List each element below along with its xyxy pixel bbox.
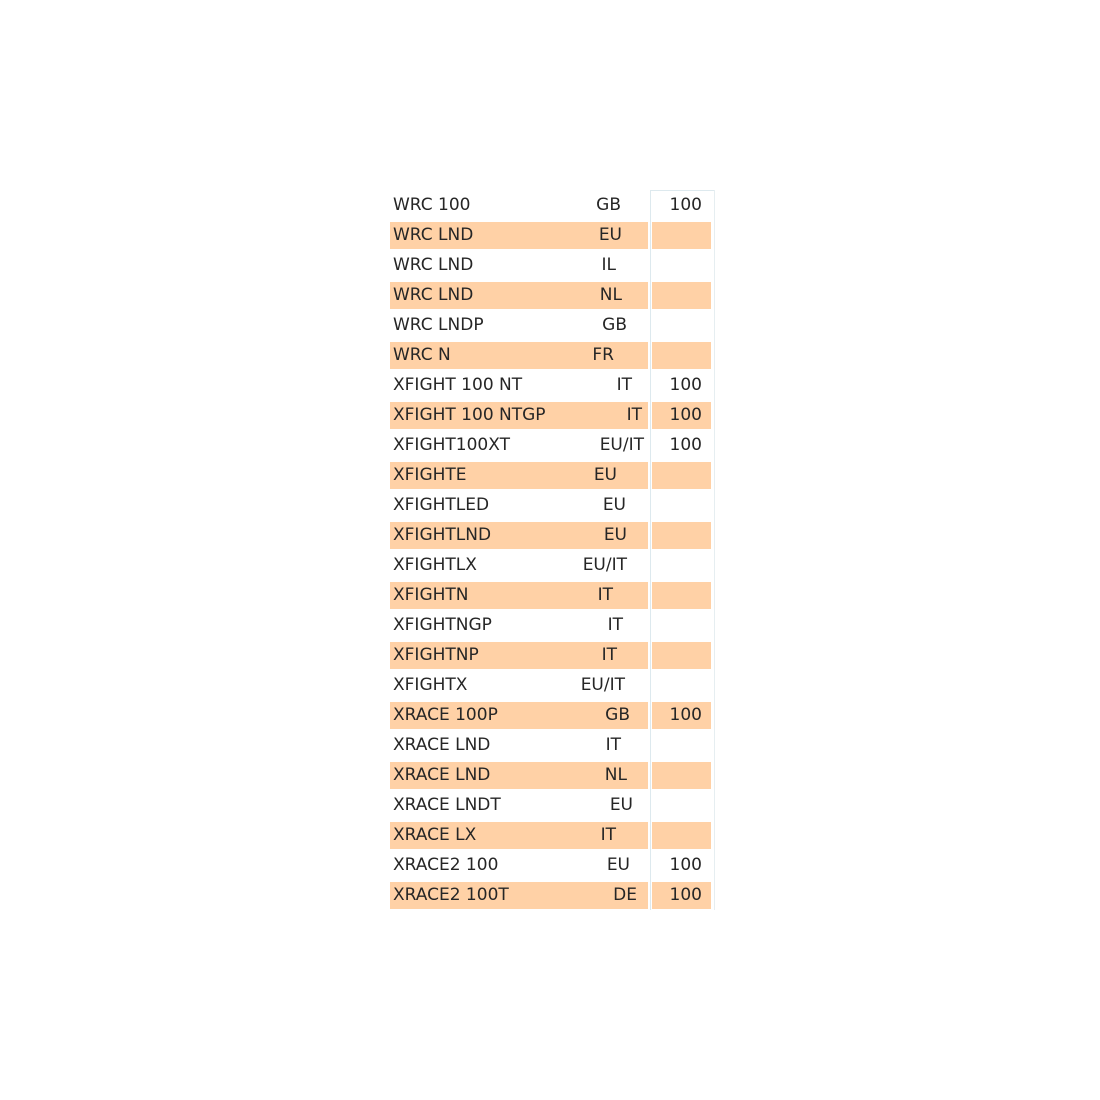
- cell-product-name[interactable]: XFIGHT 100 NT: [393, 375, 523, 395]
- table-row: [389, 790, 715, 820]
- table-row: [389, 250, 715, 280]
- cell-country[interactable]: EU/IT: [599, 435, 644, 455]
- cell-country[interactable]: EU/IT: [582, 555, 627, 575]
- table-row: [389, 700, 715, 730]
- cell-product-name[interactable]: XFIGHT 100 NTGP: [393, 405, 546, 425]
- cell-product-name[interactable]: XFIGHT100XT: [393, 435, 510, 455]
- table-row: [389, 430, 715, 460]
- table-row: [389, 490, 715, 520]
- cell-product-name[interactable]: XFIGHTLED: [393, 495, 490, 515]
- table-row: [389, 370, 715, 400]
- table-row: [389, 520, 715, 550]
- cell-country[interactable]: EU: [602, 495, 626, 515]
- cell-product-name[interactable]: WRC LND: [393, 255, 474, 275]
- table-row: [389, 640, 715, 670]
- cell-country[interactable]: EU: [603, 525, 627, 545]
- table-row: [389, 280, 715, 310]
- table-row: [389, 400, 715, 430]
- table-row: [389, 760, 715, 790]
- cell-country[interactable]: GB: [596, 195, 621, 215]
- cell-country[interactable]: IT: [607, 615, 623, 635]
- table-row: [389, 190, 715, 220]
- row-highlight: [652, 822, 711, 849]
- cell-country[interactable]: FR: [592, 345, 614, 365]
- cell-value[interactable]: 100: [669, 885, 702, 905]
- cell-value[interactable]: 100: [669, 435, 702, 455]
- cell-country[interactable]: EU: [598, 225, 622, 245]
- table-row: [389, 460, 715, 490]
- table-row: [389, 580, 715, 610]
- cell-value[interactable]: 100: [669, 705, 702, 725]
- cell-value[interactable]: 100: [669, 375, 702, 395]
- cell-product-name[interactable]: XFIGHTLX: [393, 555, 477, 575]
- table-row: [389, 340, 715, 370]
- cell-country[interactable]: IT: [601, 645, 617, 665]
- cell-country[interactable]: IT: [600, 825, 616, 845]
- cell-product-name[interactable]: WRC LND: [393, 225, 474, 245]
- cell-product-name[interactable]: WRC 100: [393, 195, 471, 215]
- cell-product-name[interactable]: XFIGHTNGP: [393, 615, 492, 635]
- table-row: [389, 310, 715, 340]
- cell-country[interactable]: EU: [609, 795, 633, 815]
- cell-product-name[interactable]: XFIGHTN: [393, 585, 469, 605]
- cell-product-name[interactable]: XRACE LND: [393, 765, 491, 785]
- cell-product-name[interactable]: XRACE2 100: [393, 855, 499, 875]
- cell-country[interactable]: DE: [613, 885, 637, 905]
- table-row: [389, 820, 715, 850]
- table-row: [389, 730, 715, 760]
- cell-country[interactable]: EU: [593, 465, 617, 485]
- cell-value[interactable]: 100: [669, 855, 702, 875]
- cell-country[interactable]: EU/IT: [580, 675, 625, 695]
- cell-country[interactable]: IT: [616, 375, 632, 395]
- cell-country[interactable]: IL: [601, 255, 616, 275]
- cell-value[interactable]: 100: [669, 405, 702, 425]
- row-highlight: [652, 582, 711, 609]
- cell-product-name[interactable]: XRACE2 100T: [393, 885, 509, 905]
- cell-country[interactable]: GB: [605, 705, 630, 725]
- cell-country[interactable]: IT: [626, 405, 642, 425]
- cell-product-name[interactable]: XRACE 100P: [393, 705, 498, 725]
- row-highlight: [652, 342, 711, 369]
- table-row: [389, 880, 715, 910]
- row-highlight: [652, 282, 711, 309]
- row-highlight: [652, 222, 711, 249]
- table-row: [389, 850, 715, 880]
- row-highlight: [652, 462, 711, 489]
- cell-product-name[interactable]: XRACE LND: [393, 735, 491, 755]
- cell-country[interactable]: IT: [605, 735, 621, 755]
- cell-country[interactable]: NL: [604, 765, 627, 785]
- table-row: [389, 220, 715, 250]
- table-row: [389, 550, 715, 580]
- cell-value[interactable]: 100: [669, 195, 702, 215]
- cell-product-name[interactable]: XFIGHTX: [393, 675, 468, 695]
- cell-product-name[interactable]: WRC N: [393, 345, 451, 365]
- table-row: [389, 670, 715, 700]
- cell-product-name[interactable]: XFIGHTNP: [393, 645, 479, 665]
- row-highlight: [652, 522, 711, 549]
- cell-product-name[interactable]: XFIGHTLND: [393, 525, 492, 545]
- cell-product-name[interactable]: WRC LNDP: [393, 315, 484, 335]
- cell-country[interactable]: IT: [597, 585, 613, 605]
- cell-product-name[interactable]: XFIGHTE: [393, 465, 467, 485]
- cell-country[interactable]: GB: [602, 315, 627, 335]
- row-highlight: [652, 762, 711, 789]
- table-row: [389, 610, 715, 640]
- cell-product-name[interactable]: XRACE LX: [393, 825, 477, 845]
- cell-country[interactable]: NL: [599, 285, 622, 305]
- spreadsheet-table: [389, 190, 715, 910]
- cell-product-name[interactable]: WRC LND: [393, 285, 474, 305]
- cell-product-name[interactable]: XRACE LNDT: [393, 795, 501, 815]
- cell-country[interactable]: EU: [606, 855, 630, 875]
- row-highlight: [652, 642, 711, 669]
